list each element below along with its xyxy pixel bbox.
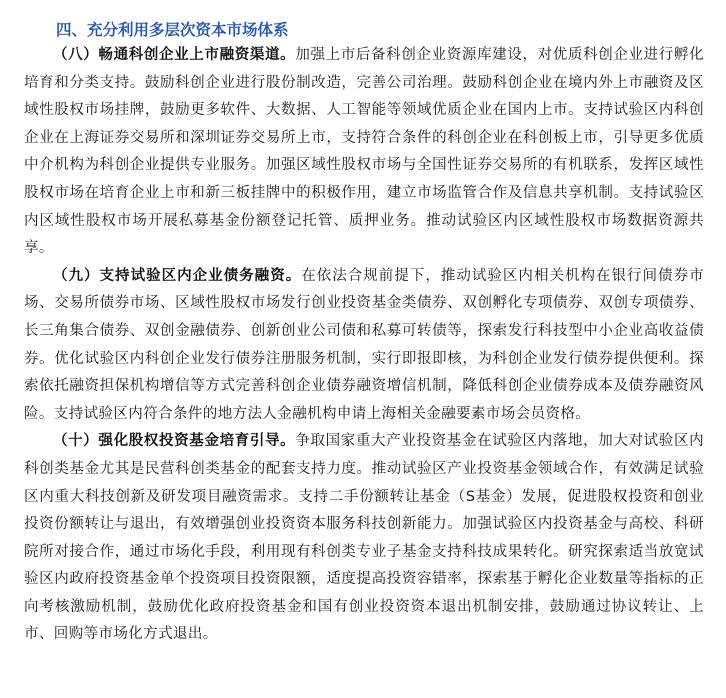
paragraph-nine-body: 在依法合规前提下，推动试验区内相关机构在银行间债券市场、交易所债券市场、区域性股权市场发行创业投资基金类债券、双创孵化专项债券、双创专项债券、长三角集合债券、双创金融债券、创新创业公司债和私募可转债等，探索发行科技型中小企业高收益债券。优化试验区内科创企业发行债券注册服务机制，实行即报即核，为科创企业发行债券提供便利。探索依托融资担保机构增信等方式完善科创企业债券融资增信机制，降低科创企业债券成本及债券融资风险。支持试验区内符合条件的地方法人金融机构申请上海相关金融要素市场会员资格。	[24, 267, 704, 422]
paragraph-ten-heading: （十）强化股权投资基金培育引导。	[53, 433, 296, 450]
paragraph-ten	[24, 428, 704, 649]
paragraph-eight	[24, 42, 704, 263]
paragraph-eight-body: 加强上市后备科创企业资源库建设，对优质科创企业进行孵化培育和分类支持。鼓励科创企业进行股份制改造，完善公司治理。鼓励科创企业在境内外上市融资及区域性股权市场挂牌，鼓励更多软件、大数据、人工智能等领域优质企业在国内上市。支持试验区内科创企业在上海证券交易所和深圳证券交易所上市，支持符合条件的科创企业在科创板上市，引导更多优质中介机构为科创企业提供专业服务。加强区域性股权市场与全国性证券交易所的有机联系，发挥区域性股权市场在培育企业上市和新三板挂牌中的积极作用，建立市场监管合作及信息共享机制。支持试验区内区域性股权市场开展私募基金份额登记托管、质押业务。推动试验区内区域性股权市场数据资源共享。	[24, 47, 704, 257]
paragraph-nine-heading: （九）支持试验区内企业债务融资。	[53, 267, 302, 284]
paragraph-eight-heading: （八）畅通科创企业上市融资渠道。	[53, 47, 296, 63]
section-title: 四、充分利用多层次资本市场体系	[56, 21, 289, 39]
paragraph-nine	[24, 263, 704, 429]
paragraph-ten-body: 争取国家重大产业投资基金在试验区内落地，加大对试验区内科创类基金尤其是民营科创类基金的配套支持力度。推动试验区产业投资基金领域合作，有效满足试验区内重大科技创新及研发项目融资需求。支持二手份额转让基金（S基金）发展，促进股权投资和创业投资份额转让与退出，有效增强创业投资资本服务科技创新能力。加强试验区内投资基金与高校、科研院所对接合作，通过市场化手段，利用现有科创类专业子基金支持科技成果转化。研究探索适当放宽试验区内政府投资基金单个投资项目投资限额，适度提高投资容错率，探索基于孵化企业数量等指标的正向考核激励机制，鼓励优化政府投资基金和国有创业投资资本退出机制安排，鼓励通过协议转让、上市、回购等市场化方式退出。	[24, 433, 704, 643]
